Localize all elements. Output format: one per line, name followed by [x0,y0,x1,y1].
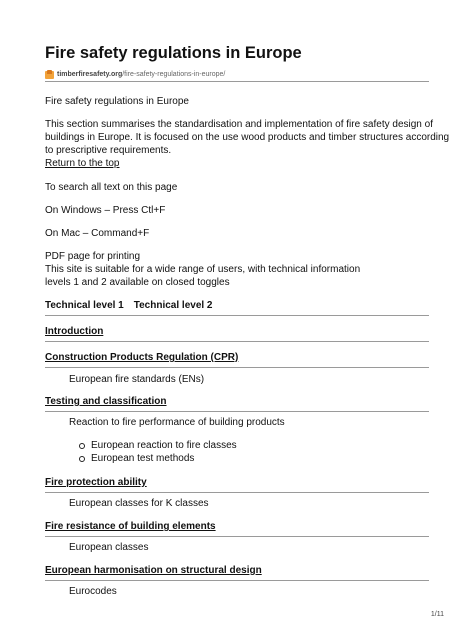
section-heading-fire-protection[interactable] [45,476,429,493]
section-heading-introduction[interactable] [45,325,429,342]
section-heading-label: European harmonisation on structural design [45,565,262,576]
technical-level-1-toggle[interactable]: Technical level 1 [45,300,124,311]
section-heading-label: Fire resistance of building elements [45,521,216,532]
source-url[interactable] [45,67,429,82]
section-item: Reaction to fire performance of building products [69,417,285,428]
intro-paragraph-line-2: buildings in Europe. It is focused on the use wood products and timber structures according [45,132,450,143]
section-item: European classes for K classes [69,498,209,509]
pdf-printing-text: PDF page for printing [45,251,141,262]
section-heading-label: Testing and classification [45,396,167,407]
site-favicon-icon [45,70,54,79]
section-heading-testing[interactable] [45,395,429,412]
section-item: European classes [69,542,149,553]
search-help-text: To search all text on this page [45,182,178,193]
source-path: /fire-safety-regulations-in-europe/ [122,70,226,78]
mac-shortcut-text: On Mac – Command+F [45,228,150,239]
page-title: Fire safety regulations in Europe [45,44,302,62]
section-heading-harmonisation[interactable] [45,564,429,581]
return-to-top-link[interactable]: Return to the top [45,158,120,169]
list-item-label: European reaction to fire classes [91,440,237,451]
users-info-text: This site is suitable for a wide range of users, with technical information [45,264,361,275]
list-item [79,452,237,465]
section-heading-label: Introduction [45,326,104,337]
section-heading-cpr[interactable] [45,351,429,368]
technical-levels [45,299,429,316]
intro-paragraph-line-1: This section summarises the standardisation and implementation of fire safety design of [45,119,433,130]
section-item: Eurocodes [69,586,117,597]
windows-shortcut-text: On Windows – Press Ctl+F [45,205,166,216]
list-item-label: European test methods [91,453,195,464]
bullet-list [79,439,237,465]
hollow-bullet-icon [79,456,85,462]
source-domain: timberfiresafety.org [57,70,123,78]
technical-level-2-toggle[interactable]: Technical level 2 [133,300,213,311]
hollow-bullet-icon [79,443,85,449]
section-heading-label: Construction Products Regulation (CPR) [45,352,239,363]
intro-paragraph-line-3: to prescriptive requirements. [45,145,172,156]
section-heading-label: Fire protection ability [45,477,147,488]
intro-heading: Fire safety regulations in Europe [45,96,189,107]
page-number: 1/11 [430,611,444,618]
list-item [79,439,237,452]
section-heading-fire-resistance[interactable] [45,520,429,537]
section-item: European fire standards (ENs) [69,374,205,385]
levels-info-text: levels 1 and 2 available on closed toggles [45,277,230,288]
